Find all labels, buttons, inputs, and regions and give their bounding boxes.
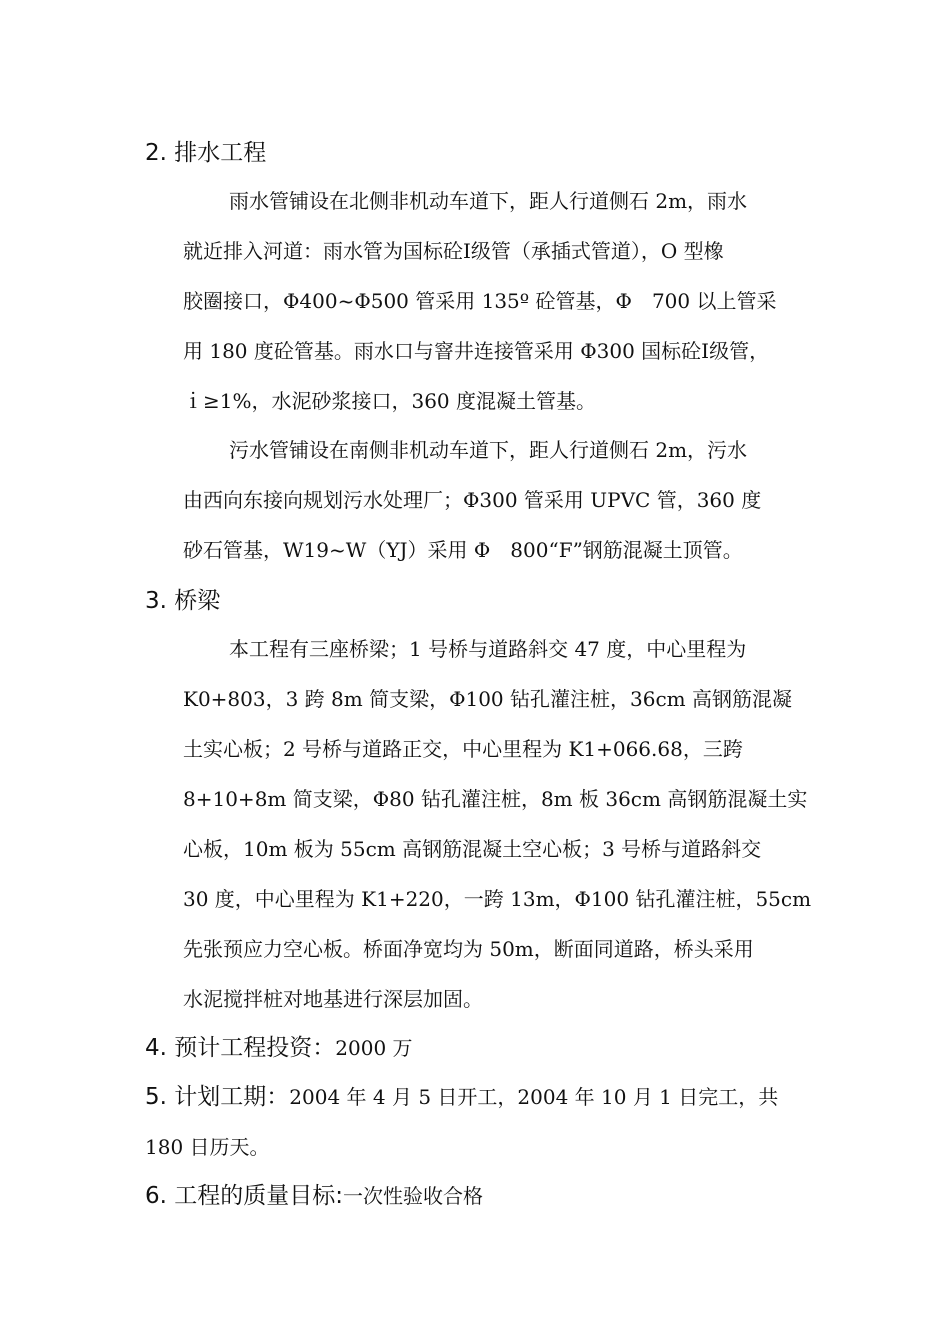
paragraph-line: 用 180 度砼管基。雨水口与窨井连接管采用 Φ300 国标砼Ⅰ级管， [183, 339, 770, 363]
paragraph-sewage-pipe [183, 425, 823, 575]
section-heading-investment: 4. 预计工程投资：2000 万 [145, 1035, 413, 1061]
paragraph-line: 本工程有三座桥梁；1 号桥与道路斜交 47 度，中心里程为 [229, 637, 747, 661]
schedule-continuation: 180 日历天。 [145, 1135, 270, 1159]
section-heading-drainage: 2. 排水工程 [145, 140, 267, 166]
quality-value: 一次性验收合格 [343, 1184, 484, 1208]
paragraph-line: 由西向东接向规划污水处理厂；Φ300 管采用 UPVC 管，360 度 [183, 488, 762, 512]
section-heading-schedule: 5. 计划工期：2004 年 4 月 5 日开工，2004 年 10 月 1 日完工，共 [145, 1084, 779, 1110]
paragraph-line: 心板，10m 板为 55cm 高钢筋混凝土空心板；3 号桥与道路斜交 [183, 837, 762, 861]
paragraph-line: 水泥搅拌桩对地基进行深层加固。 [183, 987, 483, 1011]
section-heading-bridge: 3. 桥梁 [145, 588, 221, 614]
paragraph-line: 土实心板；2 号桥与道路正交，中心里程为 K1+066.68，三跨 [183, 737, 743, 761]
paragraph-line: 污水管铺设在南侧非机动车道下，距人行道侧石 2m，污水 [229, 438, 748, 462]
paragraph-line: 雨水管铺设在北侧非机动车道下，距人行道侧石 2m，雨水 [229, 189, 748, 213]
paragraph-line: 30 度，中心里程为 K1+220，一跨 13m，Φ100 钻孔灌注桩，55cm [183, 887, 812, 911]
paragraph-line: 先张预应力空心板。桥面净宽均为 50m，断面同道路，桥头采用 [183, 937, 754, 961]
paragraph-line: 砂石管基，W19~W（YJ）采用 Φ 800“F”钢筋混凝土顶管。 [183, 538, 743, 562]
paragraph-rain-pipe [183, 176, 823, 426]
paragraph-bridge [183, 624, 823, 1024]
paragraph-line: 胶圈接口，Φ400~Φ500 管采用 135º 砼管基，Φ 700 以上管采 [183, 289, 777, 313]
paragraph-line: ｉ≥1%，水泥砂浆接口，360 度混凝土管基。 [183, 389, 597, 413]
investment-value: 2000 万 [335, 1036, 413, 1060]
section-heading-quality: 6. 工程的质量目标:一次性验收合格 [145, 1183, 484, 1209]
schedule-value: 2004 年 4 月 5 日开工，2004 年 10 月 1 日完工，共 [289, 1085, 779, 1109]
paragraph-line: K0+803，3 跨 8m 简支梁，Φ100 钻孔灌注桩，36cm 高钢筋混凝 [183, 687, 792, 711]
paragraph-line: 8+10+8m 简支梁，Φ80 钻孔灌注桩，8m 板 36cm 高钢筋混凝土实 [183, 787, 808, 811]
paragraph-line: 就近排入河道：雨水管为国标砼Ⅰ级管（承插式管道），O 型橡 [183, 239, 724, 263]
